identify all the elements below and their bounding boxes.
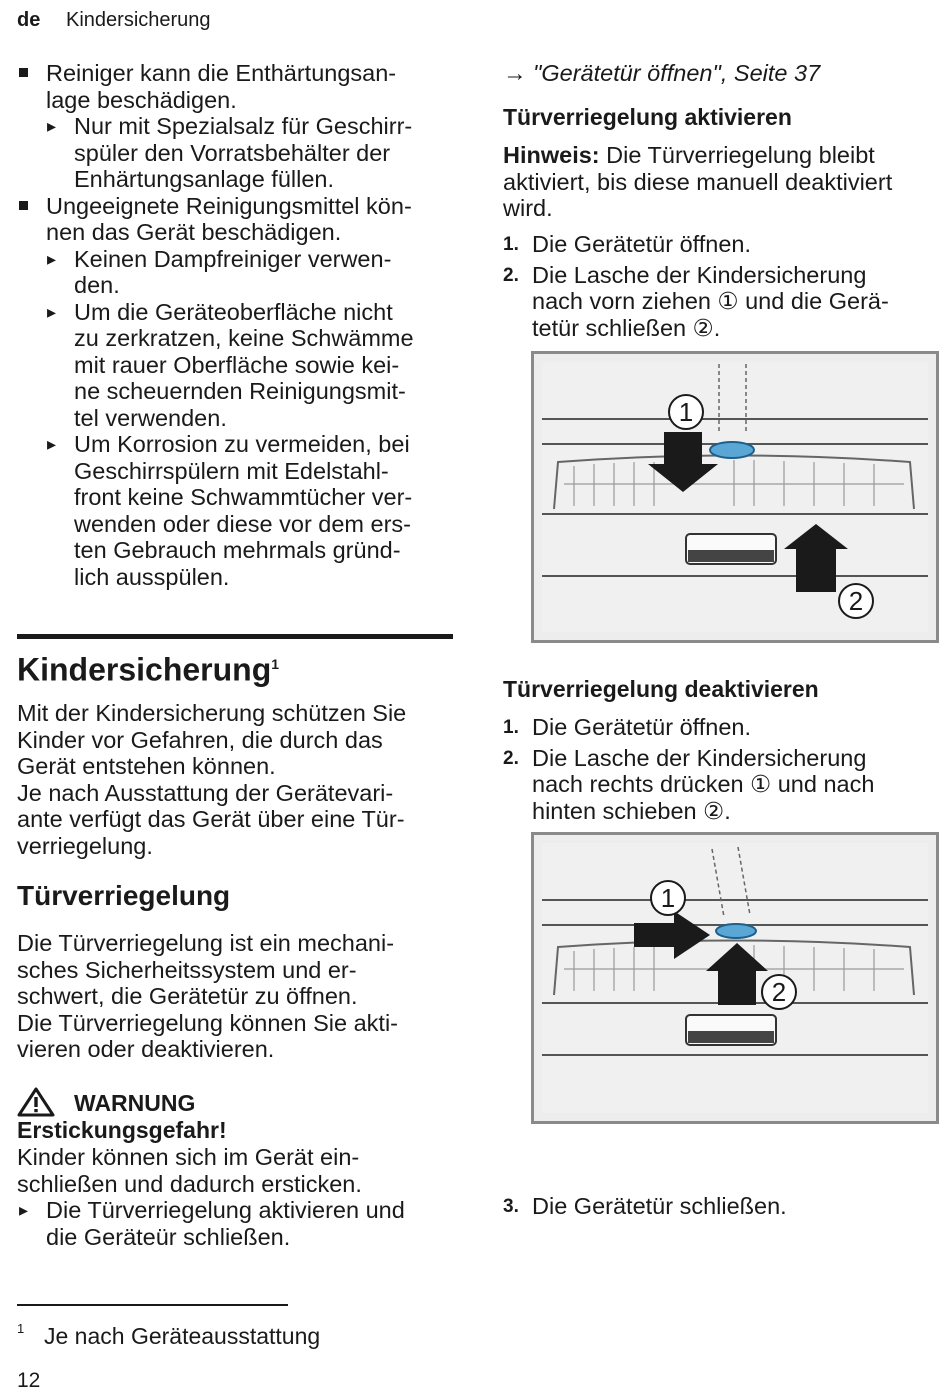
figure-activate-callout: 1 (678, 397, 694, 427)
header-language: de (17, 9, 41, 31)
cross-reference: → "Gerätetür öffnen", Seite 37 (503, 60, 821, 86)
page-number: 12 (17, 1369, 41, 1392)
footnote-text: Je nach Geräteausstattung (44, 1323, 321, 1349)
figure-activate-callout: 2 (848, 586, 864, 616)
action-item: ▸ Keinen Dampfreiniger verwen- den. (74, 246, 456, 299)
action-item: ▸ Um die Geräteoberfläche nicht zu zerkratzen, keine Schwämme mit rauer Oberfläche sowie kei- ne scheuernden Reinigungsmit- tel verwenden. (74, 299, 456, 432)
hint-paragraph: Hinweis: Die Türverriegelung bleibt aktiviert, bis diese manuell deaktiviert wird. (503, 142, 893, 221)
step-item: 2. Die Lasche der Kindersicherung nach vorn ziehen ① und die Gerä- tetür schließen ②. (503, 261, 889, 341)
cleaning-warnings (46, 60, 456, 590)
tuerverriegelung-text: Die Türverriegelung ist ein mechani- sches Sicherheitssystem und er- schwert, die Gerätetür zu öffnen. Die Türverriegelung können Sie akti- vieren oder deaktivieren. (17, 930, 398, 1062)
footnote-rule (17, 1304, 288, 1306)
warning-text: Kinder können sich im Gerät ein- schließen und dadurch ersticken. (17, 1144, 362, 1197)
step-item: 3. Die Gerätetür schließen. (503, 1193, 787, 1219)
figure-deactivate-callout: 2 (771, 977, 787, 1007)
section-title-kindersicherung: Kindersicherung$^1$ (17, 651, 280, 688)
step-item: 1. Die Gerätetür öffnen. (503, 231, 752, 257)
warning-label: WARNUNG (74, 1090, 196, 1116)
footnote-ref: 1 (271, 656, 280, 672)
figure-deactivate (531, 832, 939, 1124)
figure-deactivate-callout: 1 (660, 883, 676, 913)
subsection-title-activate: Türverriegelung aktivieren (503, 104, 792, 130)
figure-deactivate-illustration (534, 835, 936, 1121)
bullet-item: Ungeeignete Reinigungsmittel kön- nen das Gerät beschädigen. (46, 193, 456, 246)
header-section: Kindersicherung (66, 9, 211, 31)
warning-action: ▸ Die Türverriegelung aktivieren und die Geräteür schließen. (46, 1197, 456, 1250)
bullet-item: Reiniger kann die Enthärtungsan- lage beschädigen. (46, 60, 456, 113)
warning-title: Erstickungsgefahr! (17, 1117, 227, 1143)
action-item: ▸ Um Korrosion zu vermeiden, bei Geschirrspülern mit Edelstahl- front keine Schwammtücher ver- wenden oder diese vor dem ers- ten Gebrauch mehrmals gründ- lich ausspülen. (74, 431, 456, 590)
section-rule (17, 634, 453, 639)
hint-label: Hinweis: (503, 142, 600, 168)
kindersicherung-text: Mit der Kindersicherung schützen Sie Kinder vor Gefahren, die durch das Gerät entstehen können. Je nach Ausstattung der Gerätevari- ante verfügt das Gerät über eine Tür- verriegelung. (17, 700, 407, 859)
action-item: ▸ Nur mit Spezialsalz für Geschirr- spüler den Vorratsbehälter der Enhärtungsanlage füllen. (74, 113, 456, 193)
subsection-title-deactivate: Türverriegelung deaktivieren (503, 676, 819, 702)
step-item: 2. Die Lasche der Kindersicherung nach rechts drücken ① und nach hinten schieben ②. (503, 744, 875, 824)
figure-activate-illustration (534, 354, 936, 640)
footnote-mark: 1 (17, 1321, 25, 1336)
deactivate-steps (503, 714, 942, 824)
activate-steps (503, 231, 942, 341)
step-item: 1. Die Gerätetür öffnen. (503, 714, 752, 740)
section-title-tuerverriegelung: Türverriegelung (17, 880, 231, 911)
figure-activate (531, 351, 939, 643)
